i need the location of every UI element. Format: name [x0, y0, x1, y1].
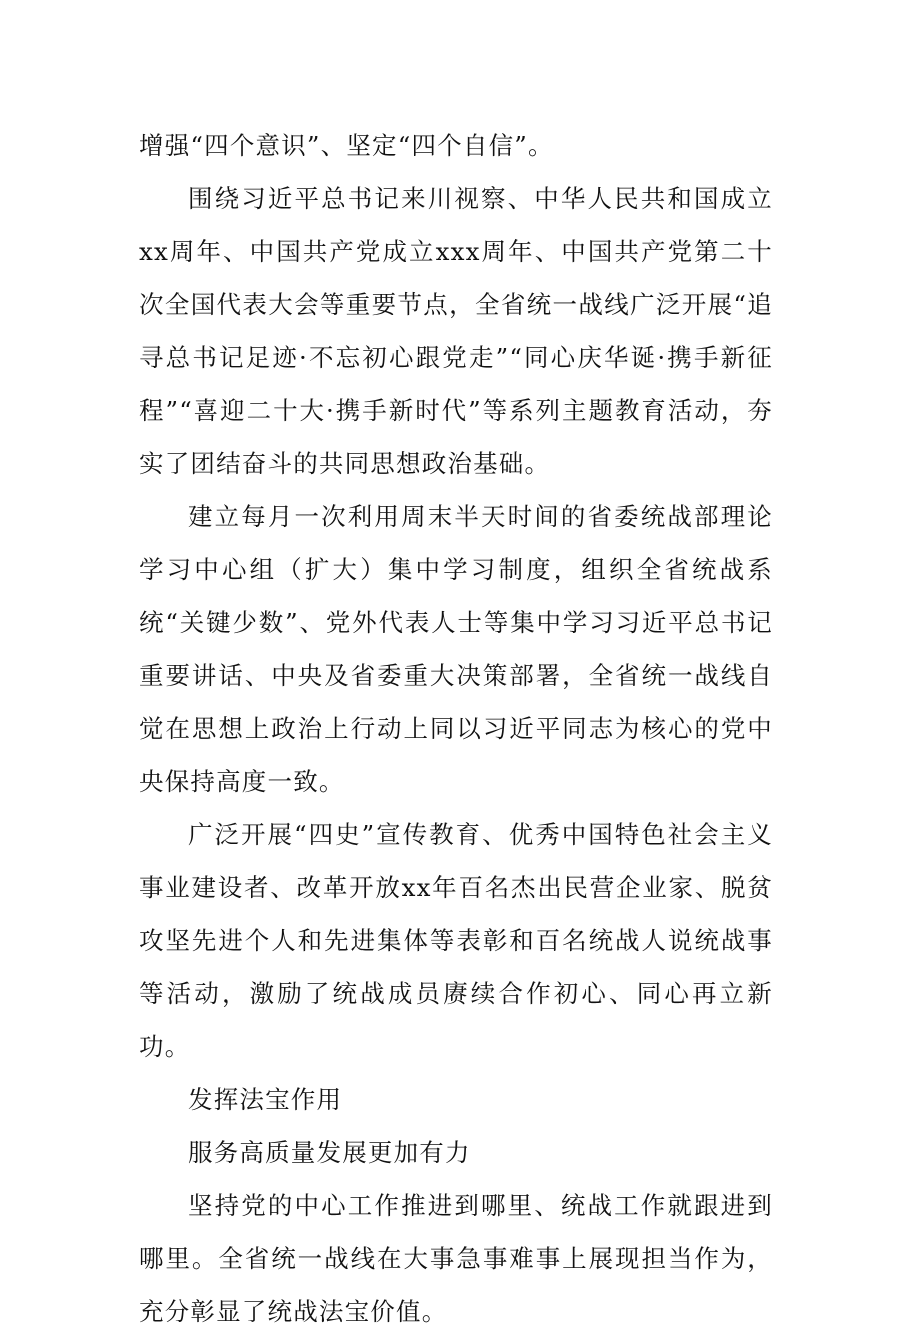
- document-page: [139, 119, 773, 1338]
- paragraph-intro-continuation: 增强“四个意识”、坚定“四个自信”。: [139, 131, 554, 160]
- section-subheading: 服务高质量发展更加有力: [188, 1138, 471, 1167]
- paragraph-study-system: 建立每月一次利用周末半天时间的省委统战部理论学习中心组（扩大）集中学习制度，组织全省统战系统“关键少数”、党外代表人士等集中学习习近平总书记重要讲话、中央及省委重大决策部署，全省统一战线自觉在思想上政治上行动上同以习近平同志为核心的党中央保持高度一致。: [139, 502, 773, 796]
- section-heading: 发挥法宝作用: [188, 1085, 343, 1114]
- paragraph-central-work: 坚持党的中心工作推进到哪里、统战工作就跟进到哪里。全省统一战线在大事急事难事上展现担当作为，充分彰显了统战法宝价值。: [139, 1191, 773, 1326]
- paragraph-commendation: 广泛开展“四史”宣传教育、优秀中国特色社会主义事业建设者、改革开放xx年百名杰出民营企业家、脱贫攻坚先进个人和先进集体等表彰和百名统战人说统战事等活动，激励了统战成员赓续合作初心、同心再立新功。: [139, 820, 773, 1061]
- paragraph-theme-education: 围绕习近平总书记来川视察、中华人民共和国成立xx周年、中国共产党成立xxx周年、中国共产党第二十次全国代表大会等重要节点，全省统一战线广泛开展“追寻总书记足迹·不忘初心跟党走”“同心庆华诞·携手新征程”“喜迎二十大·携手新时代”等系列主题教育活动，夯实了团结奋斗的共同思想政治基础。: [139, 184, 773, 478]
